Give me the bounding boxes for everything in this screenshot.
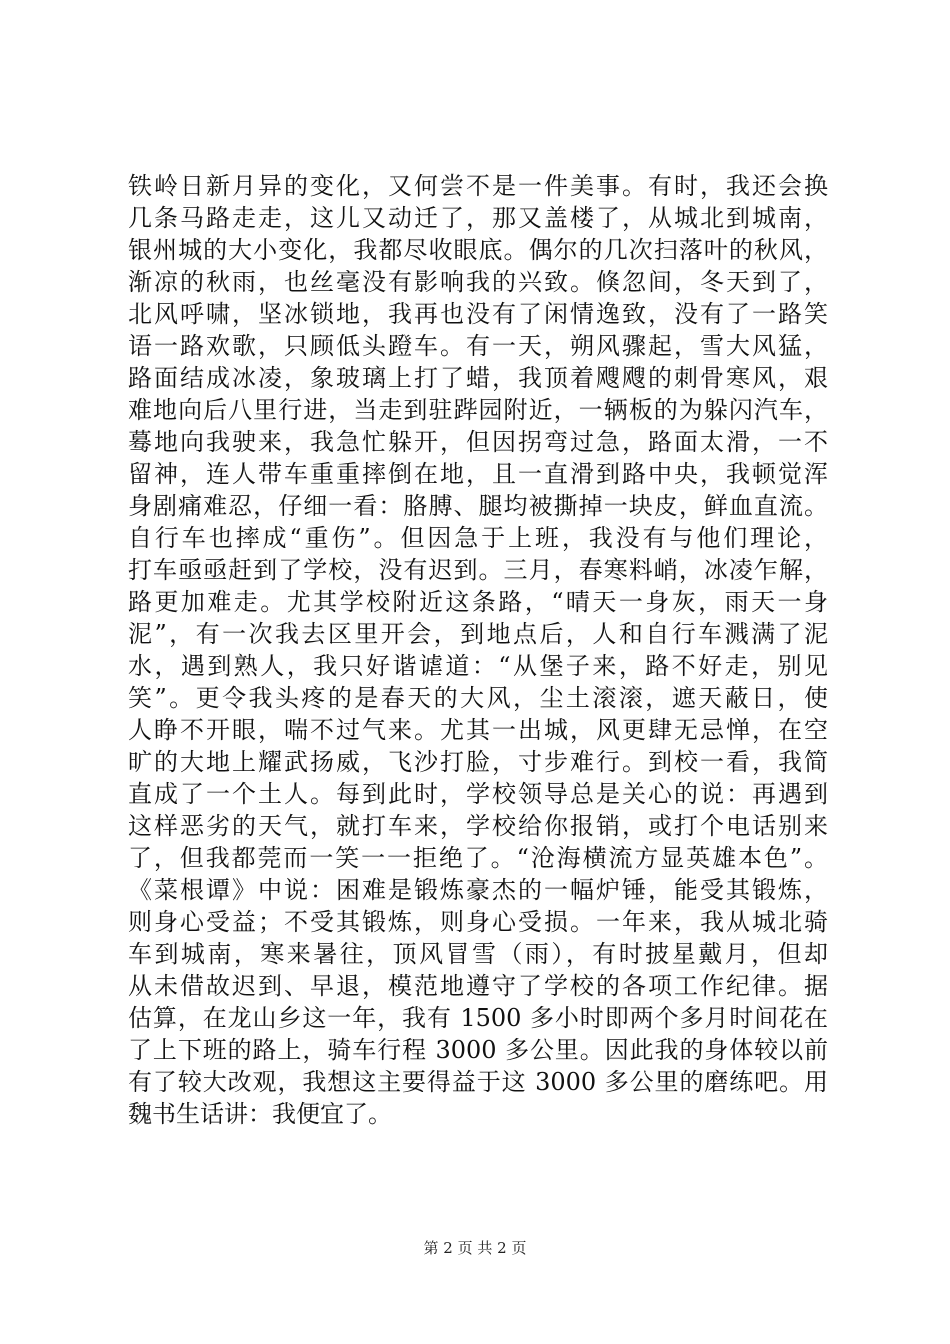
text-line: 蓦地向我驶来，我急忙躲开，但因拐弯过急，路面太滑，一不 xyxy=(128,428,828,456)
text-line: 了上下班的路上，骑车行程 3000 多公里。因此我的身体较以前 xyxy=(128,1036,828,1064)
text-line: 语一路欢歌，只顾低头蹬车。有一天，朔风骤起，雪大风猛， xyxy=(128,332,828,360)
page-footer: 第 2 页 共 2 页 xyxy=(423,1239,527,1257)
text-line: 有了较大改观，我想这主要得益于这 3000 多公里的磨练吧。用 xyxy=(128,1068,828,1096)
text-line: 泥”，有一次我去区里开会，到地点后，人和自行车溅满了泥 xyxy=(128,620,828,648)
text-line: 估算，在龙山乡这一年，我有 1500 多小时即两个多月时间花在 xyxy=(128,1004,828,1032)
text-line: 打车亟亟赶到了学校，没有迟到。三月，春寒料峭，冰凌乍解， xyxy=(128,556,828,584)
text-line: 旷的大地上耀武扬威，飞沙打脸，寸步难行。到校一看，我简 xyxy=(128,748,828,776)
text-line: 难地向后八里行进，当走到驻跸园附近，一辆板的为躲闪汽车， xyxy=(128,396,828,424)
text-line: 则身心受益；不受其锻炼，则身心受损。一年来，我从城北骑 xyxy=(128,908,828,936)
text-line: 路更加难走。尤其学校附近这条路，“晴天一身灰，雨天一身 xyxy=(128,588,828,616)
text-line: 笑”。更令我头疼的是春天的大风，尘土滚滚，遮天蔽日，使 xyxy=(128,684,828,712)
text-line: 北风呼啸，坚冰锁地，我再也没有了闲情逸致，没有了一路笑 xyxy=(128,300,828,328)
body-paragraph xyxy=(128,170,828,1130)
text-line: 这样恶劣的天气，就打车来，学校给你报销，或打个电话别来 xyxy=(128,812,828,840)
text-line: 身剧痛难忍，仔细一看：胳膊、腿均被撕掉一块皮，鲜血直流。 xyxy=(128,492,828,520)
text-line: 人睁不开眼，喘不过气来。尤其一出城，风更肆无忌惮，在空 xyxy=(128,716,828,744)
text-line: 车到城南，寒来暑往，顶风冒雪（雨），有时披星戴月，但却 xyxy=(128,940,828,968)
text-line: 从未借故迟到、早退，模范地遵守了学校的各项工作纪律。据 xyxy=(128,972,828,1000)
text-line: 渐凉的秋雨，也丝毫没有影响我的兴致。倏忽间，冬天到了， xyxy=(128,268,828,296)
text-line: 《菜根谭》中说：困难是锻炼豪杰的一幅炉锤，能受其锻炼， xyxy=(128,876,828,904)
text-line: 银州城的大小变化，我都尽收眼底。偶尔的几次扫落叶的秋风， xyxy=(128,236,828,264)
text-line: 水，遇到熟人，我只好谐谑道：“从堡子来，路不好走，别见 xyxy=(128,652,828,680)
text-line: 直成了一个土人。每到此时，学校领导总是关心的说：再遇到 xyxy=(128,780,828,808)
text-line-last: 魏书生话讲：我便宜了。 xyxy=(128,1100,392,1128)
text-line: 留神，连人带车重重摔倒在地，且一直滑到路中央，我顿觉浑 xyxy=(128,460,828,488)
text-line: 自行车也摔成“重伤”。但因急于上班，我没有与他们理论， xyxy=(128,524,828,552)
text-line: 铁岭日新月异的变化，又何尝不是一件美事。有时，我还会换 xyxy=(128,172,828,200)
text-line: 了，但我都莞而一笑一一拒绝了。“沧海横流方显英雄本色”。 xyxy=(128,844,828,872)
text-line: 路面结成冰凌，象玻璃上打了蜡，我顶着飕飕的刺骨寒风，艰 xyxy=(128,364,828,392)
text-line: 几条马路走走，这儿又动迁了，那又盖楼了，从城北到城南， xyxy=(128,204,828,232)
